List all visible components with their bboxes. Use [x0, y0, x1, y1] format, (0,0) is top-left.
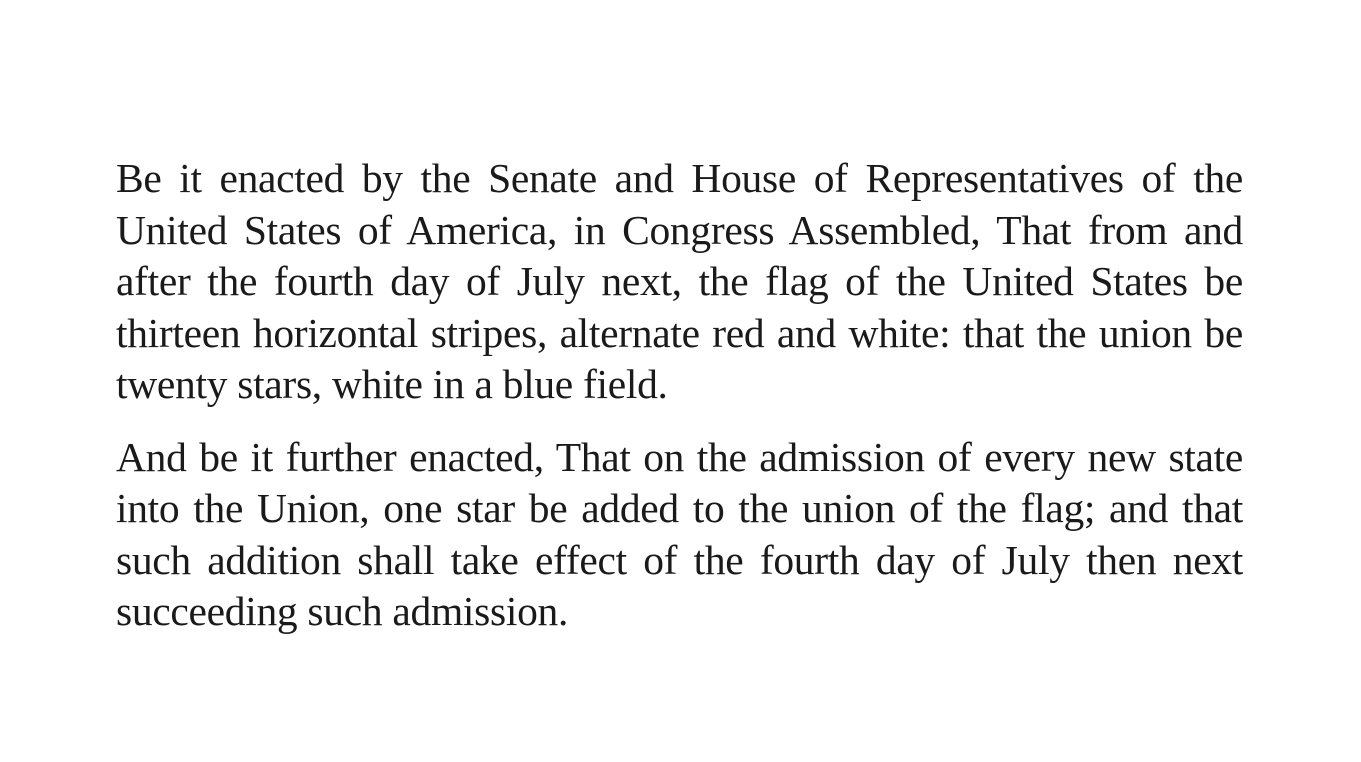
paragraph-1: Be it enacted by the Senate and House of Representatives of the United States of America, in Congress Assembled, That from and after the fourth day of July next, the flag of the United States be thirteen horizontal stripes, alternate red and white: that the union be twenty stars, white in a blue field. [116, 155, 1243, 407]
paragraph-2: And be it further enacted, That on the admission of every new state into the Union, one star be added to the union of the flag; and that such addition shall take effect of the fourth day of July then next succeeding such admission. [116, 433, 1243, 634]
document-body [116, 153, 1243, 638]
